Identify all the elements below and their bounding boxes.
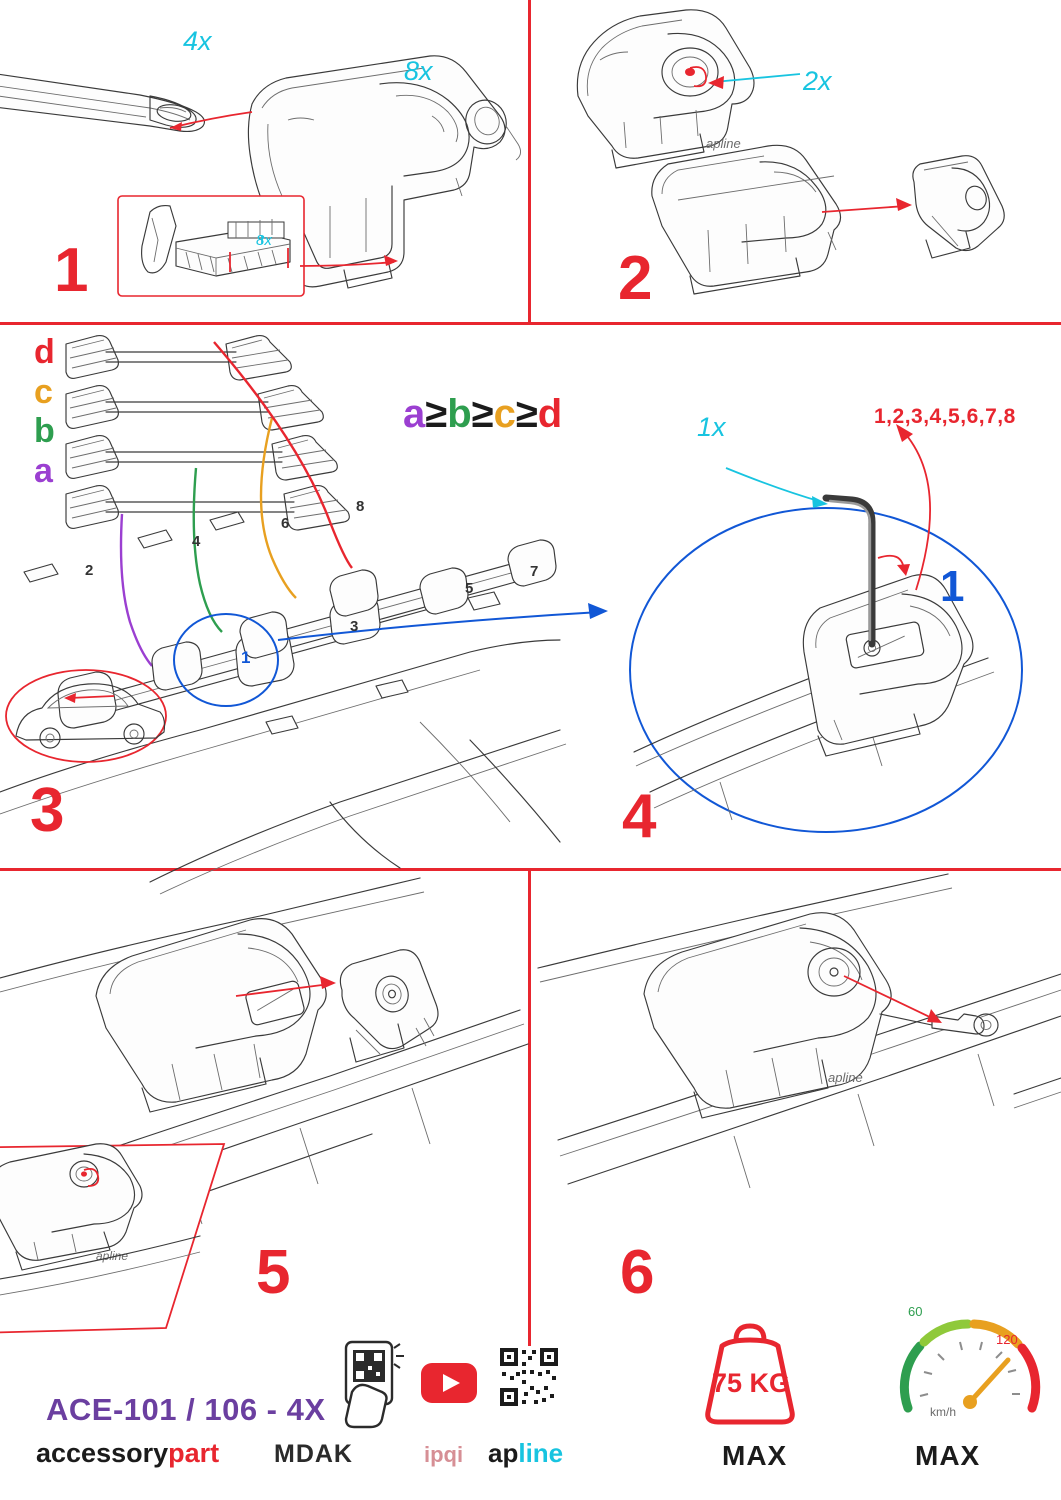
svg-text:apline: apline bbox=[706, 136, 741, 151]
step-number-5: 5 bbox=[256, 1238, 289, 1307]
tighten-sequence: 1,2,3,4,5,6,7,8 bbox=[874, 405, 1016, 428]
bolt-number-2: 2 bbox=[85, 562, 94, 579]
bolt-number-7: 7 bbox=[530, 563, 539, 580]
step-number-4: 4 bbox=[622, 782, 655, 851]
step-number-3: 3 bbox=[30, 776, 63, 845]
brand-ipqi: ipqi bbox=[424, 1442, 464, 1467]
formula-ge-3: ≥ bbox=[515, 392, 538, 436]
step-number-1: 1 bbox=[54, 236, 87, 305]
svg-text:apline: apline bbox=[96, 1249, 129, 1263]
bolt-number-3: 3 bbox=[350, 618, 359, 635]
formula-a: a bbox=[403, 392, 426, 436]
brand-part-text: part bbox=[168, 1438, 220, 1468]
bar-label-b: b bbox=[34, 412, 55, 450]
quantity-8x: 8x bbox=[404, 56, 433, 86]
formula-b: b bbox=[447, 392, 472, 436]
quantity-2x: 2x bbox=[803, 66, 832, 96]
panel-6-illustration bbox=[528, 868, 1061, 1288]
youtube-play-icon[interactable] bbox=[420, 1362, 478, 1404]
brand-accessorypart bbox=[36, 1438, 219, 1469]
bar-label-d: d bbox=[34, 333, 55, 371]
speed-tick-60: 60 bbox=[908, 1304, 923, 1319]
formula-ge-2: ≥ bbox=[471, 392, 494, 436]
brand-mdak: MDAK bbox=[274, 1440, 353, 1468]
quantity-4x: 4x bbox=[183, 26, 212, 56]
formula-d: d bbox=[537, 392, 563, 436]
speed-tick-120: 120 bbox=[996, 1332, 1018, 1347]
weight-max-label: MAX bbox=[722, 1440, 788, 1471]
bar-label-a: a bbox=[34, 452, 53, 490]
weight-value: 75 KG bbox=[712, 1368, 791, 1398]
brand-ap-text: ap bbox=[488, 1438, 519, 1468]
phone-scan-icon bbox=[338, 1340, 418, 1430]
highlight-number-1: 1 bbox=[241, 648, 251, 667]
step-number-2: 2 bbox=[618, 244, 651, 313]
product-code: ACE-101 / 106 - 4X bbox=[46, 1392, 326, 1427]
speedometer-icon bbox=[890, 1310, 1050, 1430]
brand-accessory-text: accessory bbox=[36, 1438, 169, 1468]
brand-line-text: line bbox=[518, 1438, 564, 1468]
qr-code-icon[interactable] bbox=[498, 1346, 560, 1408]
speed-unit: km/h bbox=[930, 1405, 957, 1419]
formula-ge-1: ≥ bbox=[425, 392, 448, 436]
quantity-8x-inset: 8x bbox=[256, 232, 272, 249]
speed-max-label: MAX bbox=[915, 1440, 981, 1471]
bolt-number-8: 8 bbox=[356, 498, 365, 515]
panel-2-illustration bbox=[528, 0, 1061, 322]
brand-apline bbox=[488, 1438, 563, 1469]
panel-4-illustration bbox=[620, 322, 1061, 868]
formula-expression bbox=[403, 392, 562, 437]
svg-text:apline: apline bbox=[828, 1070, 863, 1085]
bolt-number-4: 4 bbox=[192, 533, 201, 550]
formula-c: c bbox=[493, 392, 516, 436]
bolt-number-6: 6 bbox=[281, 515, 290, 532]
quantity-1x: 1x bbox=[697, 412, 726, 442]
bolt-number-5: 5 bbox=[465, 580, 474, 597]
detail-number-1: 1 bbox=[940, 562, 965, 611]
bar-label-c: c bbox=[34, 373, 53, 411]
step-number-6: 6 bbox=[620, 1238, 653, 1307]
